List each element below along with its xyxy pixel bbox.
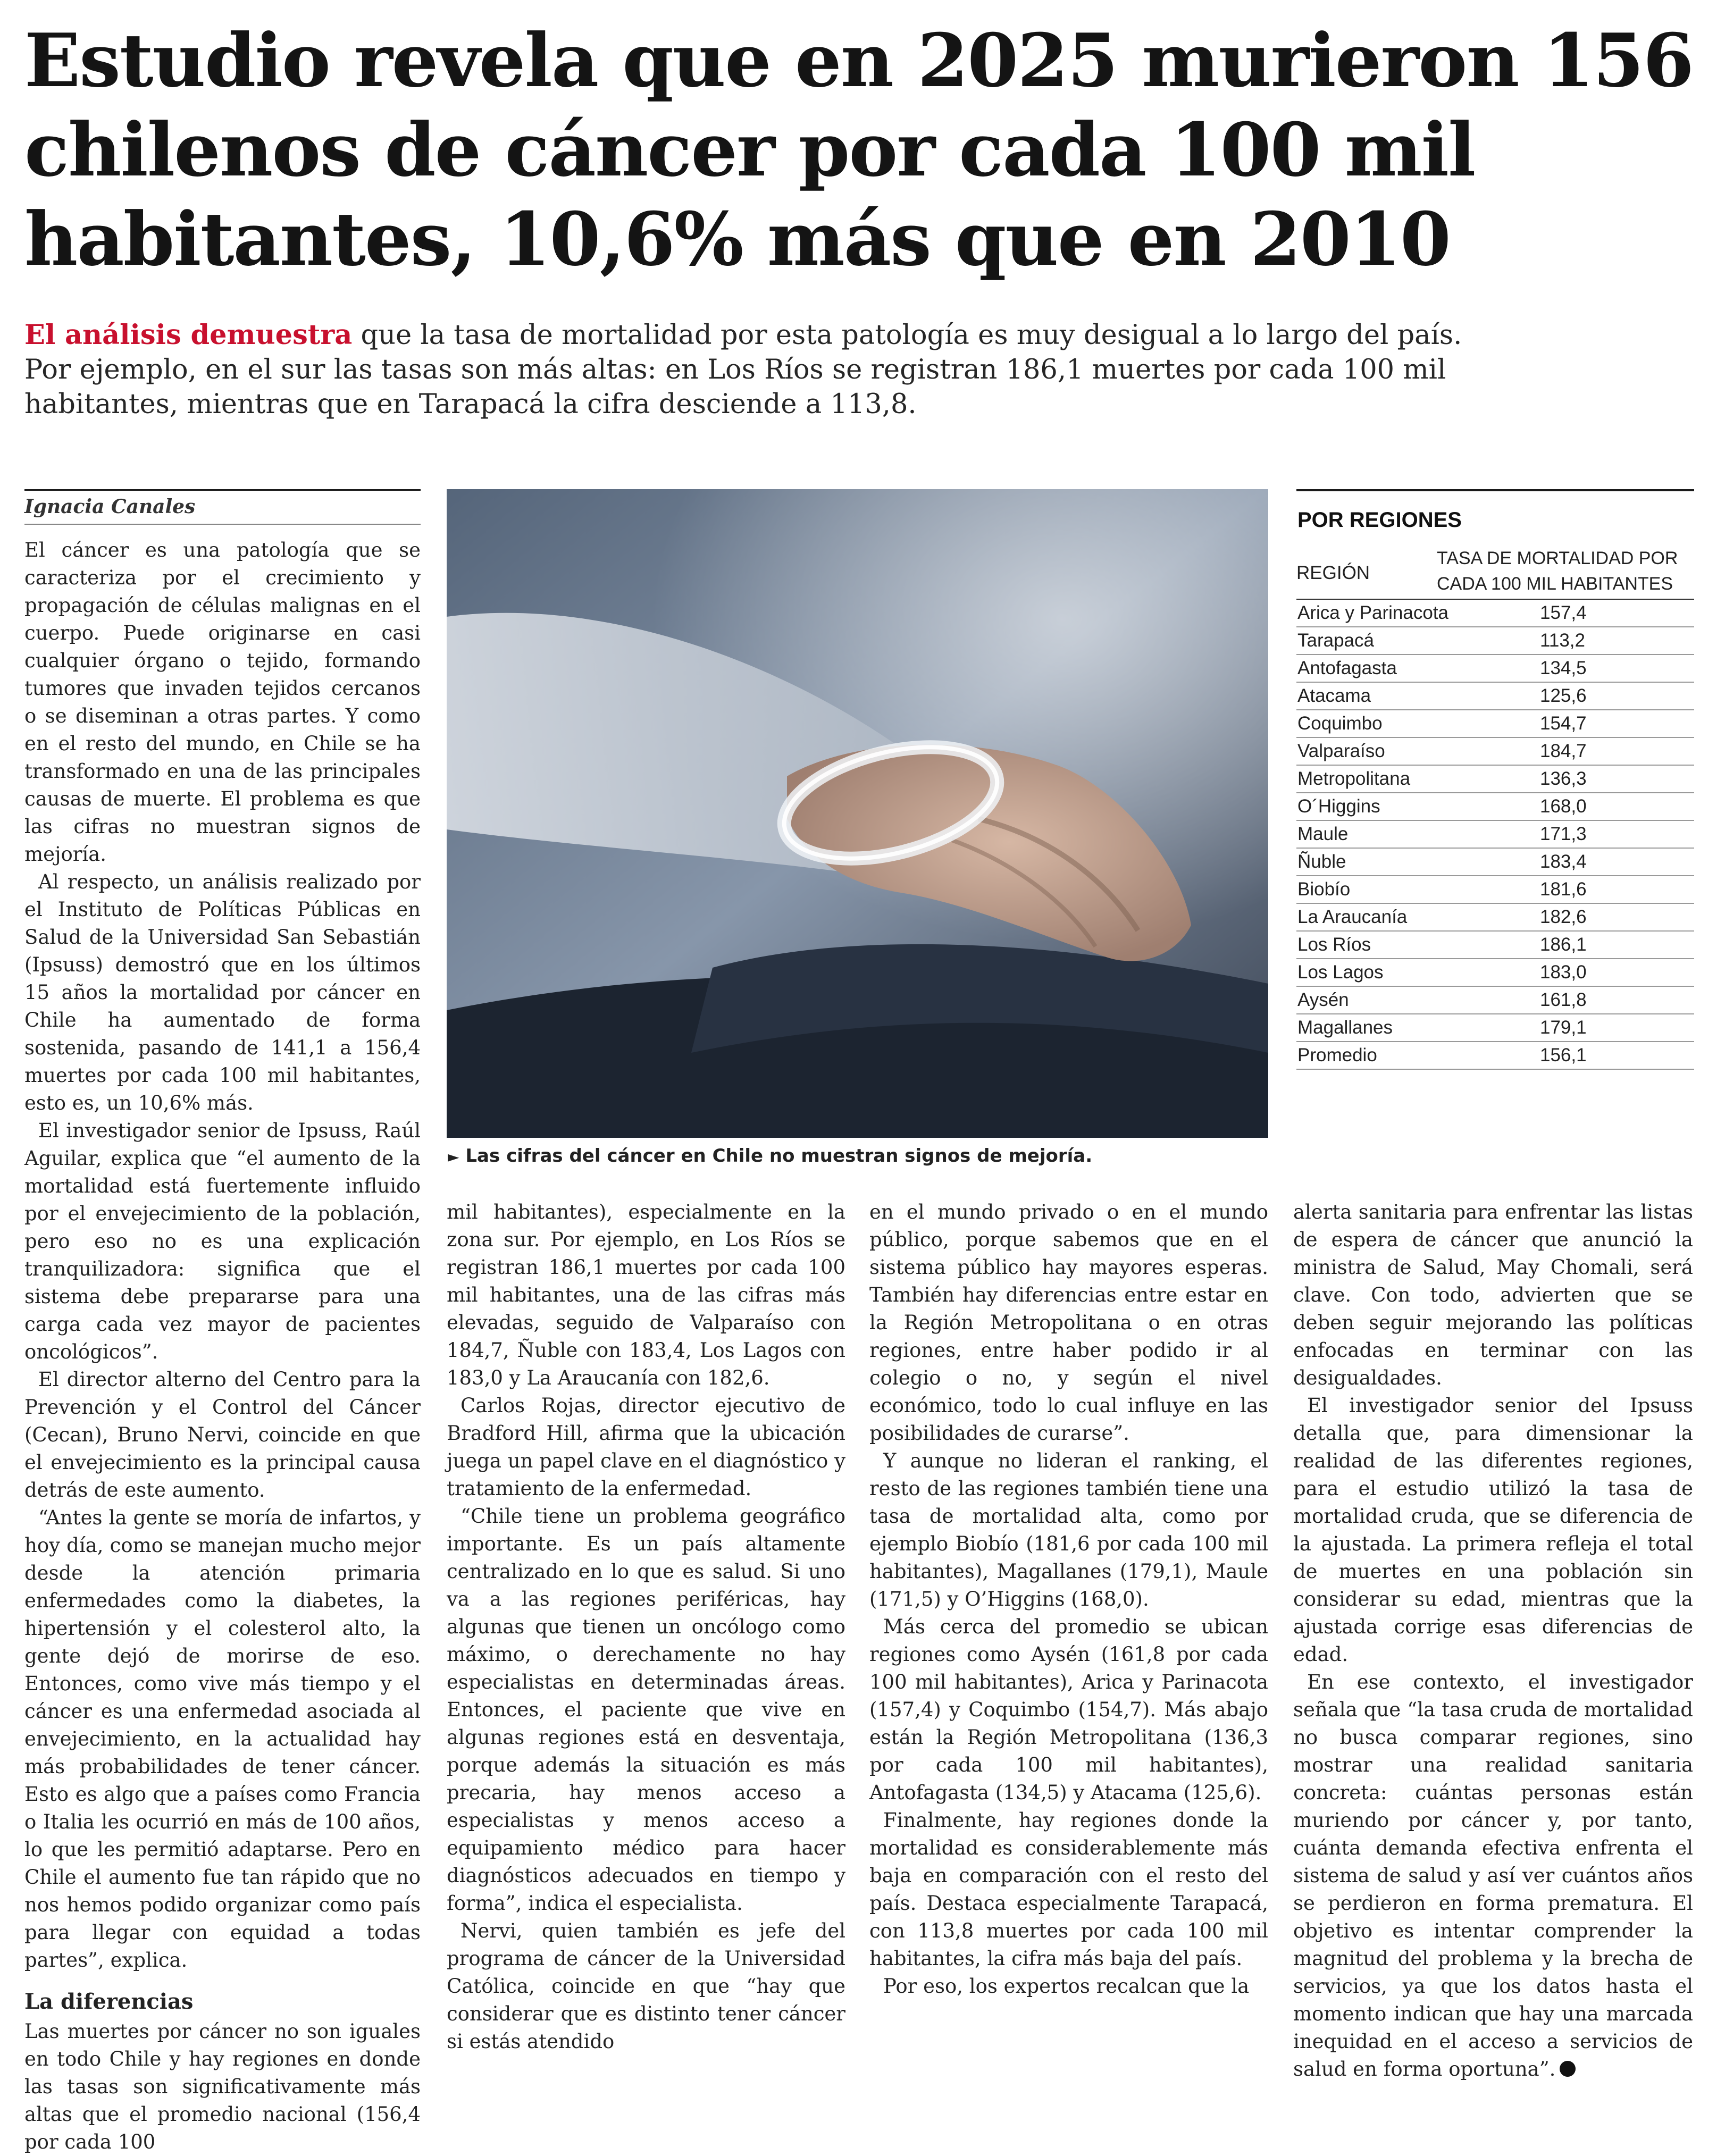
article-column-3 bbox=[869, 1198, 1268, 2000]
rate-cell: 156,1 bbox=[1540, 1045, 1587, 1066]
region-cell: Atacama bbox=[1297, 685, 1371, 706]
headline: Estudio revela que en 2025 murieron 156 chilenos de cáncer por cada 100 mil habitantes, 10,6% más que en 2010 bbox=[24, 17, 1693, 282]
region-cell: Metropolitana bbox=[1297, 768, 1411, 789]
paragraph: El investigador senior del Ipsuss detalla que, para dimensionar la realidad de las diferentes regiones, para el estudio utilizó la tasa de mortalidad cruda, que se diferencia de la ajustada. La primera refleja el total de muertes en una población sin considerar su edad, mientras que la ajustada corrige esas diferencias de edad. bbox=[1293, 1394, 1693, 1666]
table-row bbox=[1296, 932, 1694, 959]
table-top-rule bbox=[1296, 489, 1694, 491]
article-photo bbox=[447, 489, 1268, 1138]
rate-cell: 186,1 bbox=[1540, 934, 1587, 955]
table-row bbox=[1296, 1042, 1694, 1070]
region-cell: La Araucanía bbox=[1297, 907, 1408, 927]
rate-cell: 183,4 bbox=[1540, 851, 1587, 872]
region-cell: Los Lagos bbox=[1297, 962, 1384, 983]
article-column-4 bbox=[1293, 1198, 1693, 2083]
table-title: POR REGIONES bbox=[1297, 508, 1462, 532]
table-header bbox=[1296, 546, 1694, 600]
table-body bbox=[1296, 600, 1694, 1070]
photo-caption bbox=[448, 1143, 1267, 1170]
paragraph: Más cerca del promedio se ubican regiones como Aysén (161,8 por cada 100 mil habitantes), Arica y Parinacota (157,4) y Coquimbo (154,7). Más abajo están la Región Metropolitana (136,3 por cada 100 mil habitantes), Antofagasta (134,5) y Atacama (125,6). bbox=[869, 1615, 1268, 1804]
rate-cell: 179,1 bbox=[1540, 1017, 1587, 1038]
table-row bbox=[1296, 600, 1694, 627]
table-row bbox=[1296, 876, 1694, 904]
paragraph: Por eso, los expertos recalcan que la bbox=[883, 1975, 1250, 1998]
rate-cell: 161,8 bbox=[1540, 989, 1587, 1010]
rate-cell: 182,6 bbox=[1540, 907, 1587, 927]
table-row bbox=[1296, 655, 1694, 683]
paragraph: “Antes la gente se moría de infartos, y hoy día, como se manejan mucho mejor desde la atención primaria enfermedades como la diabetes, la hipertensión y el colesterol alto, la gente dejó de morirse de eso. Entonces, como vive más tiempo y el cáncer es una enfermedad asociada al envejecimiento, en la actualidad hay más probabilidades de tener cáncer. Esto es algo que a países como Francia o Italia les ocurrió en más de 100 años, lo que les permitió adaptarse. Pero en Chile el aumento fue tan rápido que no nos hemos podido organizar como país para llegar con equidad a todas partes”, explica. bbox=[24, 1506, 421, 1972]
end-mark-icon bbox=[1560, 2061, 1576, 2077]
rate-cell: 184,7 bbox=[1540, 741, 1587, 761]
paragraph: mil habitantes), especialmente en la zona sur. Por ejemplo, en Los Ríos se registran 186,1 muertes por cada 100 mil habitantes, una de las cifras más elevadas, seguido de Valparaíso con 184,7, Ñuble con 183,4, Los Lagos con 183,0 y La Araucanía con 182,6. bbox=[447, 1201, 845, 1389]
table-row bbox=[1296, 959, 1694, 987]
table-row bbox=[1296, 1014, 1694, 1042]
paragraph-text: En ese contexto, el investigador señala que “la tasa cruda de mortalidad no busca comparar regiones, sino mostrar una realidad sanitaria concreta: cuántas personas están muriendo por cáncer y, por tanto, cuánta demanda efectiva enfrenta el sistema de salud y así ver cuántos años se perdieron en forma prematura. El objetivo es intentar comprender la magnitud del problema y la brecha de servicios, ya que los datos hasta el momento indican que hay una marcada inequidad en el acceso a servicios de salud en forma oportuna”. bbox=[1293, 1671, 1693, 2081]
lead-paragraph bbox=[24, 318, 1487, 422]
article-column-1 bbox=[24, 489, 421, 2156]
region-cell: Magallanes bbox=[1297, 1017, 1393, 1038]
region-cell: Maule bbox=[1297, 824, 1349, 844]
region-cell: Antofagasta bbox=[1297, 658, 1397, 678]
paragraph: Las muertes por cáncer no son iguales en todo Chile y hay regiones en donde las tasas son significativamente más altas que el promedio nacional (156,4 por cada 100 bbox=[24, 2020, 421, 2153]
header-rate: TASA DE MORTALIDAD POR CADA 100 MIL HABITANTES bbox=[1437, 548, 1678, 594]
paragraph: Finalmente, hay regiones donde la mortalidad es considerablemente más baja en comparación con el resto del país. Destaca especialmente Tarapacá, con 113,8 muertes por cada 100 mil habitantes, la cifra más baja del país. bbox=[869, 1809, 1268, 1970]
hand-with-iv-image bbox=[447, 489, 1268, 1138]
table-row bbox=[1296, 683, 1694, 710]
table-row bbox=[1296, 849, 1694, 876]
table-row bbox=[1296, 766, 1694, 793]
table-row bbox=[1296, 904, 1694, 932]
rate-cell: 125,6 bbox=[1540, 685, 1587, 706]
paragraph: Nervi, quien también es jefe del programa de cáncer de la Universidad Católica, coincide en que “hay que considerar que es distinto tener cáncer si estás atendido bbox=[447, 1919, 845, 2053]
regions-table bbox=[1296, 489, 1694, 1070]
rate-cell: 136,3 bbox=[1540, 768, 1587, 789]
region-cell: Arica y Parinacota bbox=[1297, 602, 1449, 623]
table-row bbox=[1296, 710, 1694, 738]
region-cell: Ñuble bbox=[1297, 851, 1346, 872]
paragraph: El cáncer es una patología que se caracteriza por el crecimiento y propagación de células malignas en el cuerpo. Puede originarse en casi cualquier órgano o tejido, formando tumores que invaden tejidos cercanos o se diseminan a otras partes. Y como en el resto del mundo, en Chile se ha transformado en una de las principales causas de muerte. El problema es que las cifras no muestran signos de mejoría. bbox=[24, 539, 421, 866]
lead-kicker: El análisis demuestra bbox=[24, 319, 353, 351]
paragraph: Al respecto, un análisis realizado por el Instituto de Políticas Públicas en Salud de la Universidad San Sebastián (Ipsuss) demostró que en los últimos 15 años la mortalidad por cáncer en Chile ha aumentado de forma sostenida, pasando de 141,1 a 156,4 muertes por cada 100 mil habitantes, esto es, un 10,6% más. bbox=[24, 870, 421, 1114]
table-row bbox=[1296, 738, 1694, 766]
article-column-2 bbox=[447, 1198, 845, 2056]
paragraph: Y aunque no lideran el ranking, el resto de las regiones también tiene una tasa de mortalidad alta, como por ejemplo Biobío (181,6 por cada 100 mil habitantes), Magallanes (179,1), Maule (171,5) y O’Higgins (168,0). bbox=[869, 1449, 1268, 1610]
region-cell: Promedio bbox=[1297, 1045, 1377, 1066]
paragraph: en el mundo privado o en el mundo público, porque sabemos que en el sistema público hay mayores esperas. También hay diferencias entre estar en la Región Metropolitana o en otras regiones, entre haber podido ir al colegio o no, y según el nivel económico, todo lo cual influye en las posibilidades de curarse”. bbox=[869, 1201, 1268, 1445]
paragraph bbox=[1293, 1668, 1693, 2083]
table-row bbox=[1296, 987, 1694, 1014]
region-cell: Aysén bbox=[1297, 989, 1349, 1010]
subheading: La diferencias bbox=[24, 1989, 194, 2014]
rate-cell: 113,2 bbox=[1540, 630, 1585, 651]
region-cell: Tarapacá bbox=[1297, 630, 1374, 651]
caption-marker-icon: ► bbox=[448, 1148, 459, 1165]
rate-cell: 171,3 bbox=[1540, 824, 1587, 844]
region-cell: Valparaíso bbox=[1297, 741, 1385, 761]
caption-text: Las cifras del cáncer en Chile no muestran signos de mejoría. bbox=[465, 1145, 1093, 1167]
rate-cell: 183,0 bbox=[1540, 962, 1587, 983]
byline: Ignacia Canales bbox=[24, 489, 421, 525]
rate-cell: 181,6 bbox=[1540, 879, 1587, 900]
paragraph: “Chile tiene un problema geográfico importante. Es un país altamente centralizado en lo que es salud. Si uno va a las regiones periféricas, hay algunas que tienen un oncólogo como máximo, o derechamente no hay especialistas en determinadas áreas. Entonces, el paciente que vive en algunas regiones está en desventaja, porque además la situación es más precaria, hay menos acceso a especialistas y menos acceso a equipamiento médico para hacer diagnósticos adecuados en tiempo y forma”, indica el especialista. bbox=[447, 1505, 845, 1915]
rate-cell: 154,7 bbox=[1540, 713, 1587, 734]
paragraph: alerta sanitaria para enfrentar las listas de espera de cáncer que anunció la ministra de Salud, May Chomali, será clave. Con todo, advierten que se deben seguir mejorando las políticas enfocadas en terminar con las desigualdades. bbox=[1293, 1201, 1693, 1389]
rate-cell: 157,4 bbox=[1540, 602, 1587, 623]
paragraph: El investigador senior de Ipsuss, Raúl Aguilar, explica que “el aumento de la mortalidad está fuertemente influido por el envejecimiento de la población, pero eso no es una explicación tranquilizadora: significa que el sistema debe prepararse para una carga cada vez mayor de pacientes oncológicos”. bbox=[24, 1119, 421, 1363]
region-cell: Biobío bbox=[1297, 879, 1351, 900]
region-cell: Coquimbo bbox=[1297, 713, 1383, 734]
paragraph: Carlos Rojas, director ejecutivo de Bradford Hill, afirma que la ubicación juega un papel clave en el diagnóstico y tratamiento de la enfermedad. bbox=[447, 1394, 845, 1500]
region-cell: O´Higgins bbox=[1297, 796, 1380, 817]
header-region: REGIÓN bbox=[1296, 563, 1370, 583]
rate-cell: 168,0 bbox=[1540, 796, 1587, 817]
rate-cell: 134,5 bbox=[1540, 658, 1587, 678]
lead-text: que la tasa de mortalidad por esta patología es muy desigual a lo largo del país. Por ejemplo, en el sur las tasas son más altas: en Los Ríos se registran 186,1 muertes por cada 100 mil habitantes, mientras que en Tarapacá la cifra desciende a 113,8. bbox=[24, 320, 1462, 420]
table-row bbox=[1296, 627, 1694, 655]
region-cell: Los Ríos bbox=[1297, 934, 1371, 955]
table-row bbox=[1296, 793, 1694, 821]
table-row bbox=[1296, 821, 1694, 849]
paragraph: El director alterno del Centro para la Prevención y el Control del Cáncer (Cecan), Bruno Nervi, coincide en que el envejecimiento es la principal causa detrás de este aumento. bbox=[24, 1368, 421, 1501]
